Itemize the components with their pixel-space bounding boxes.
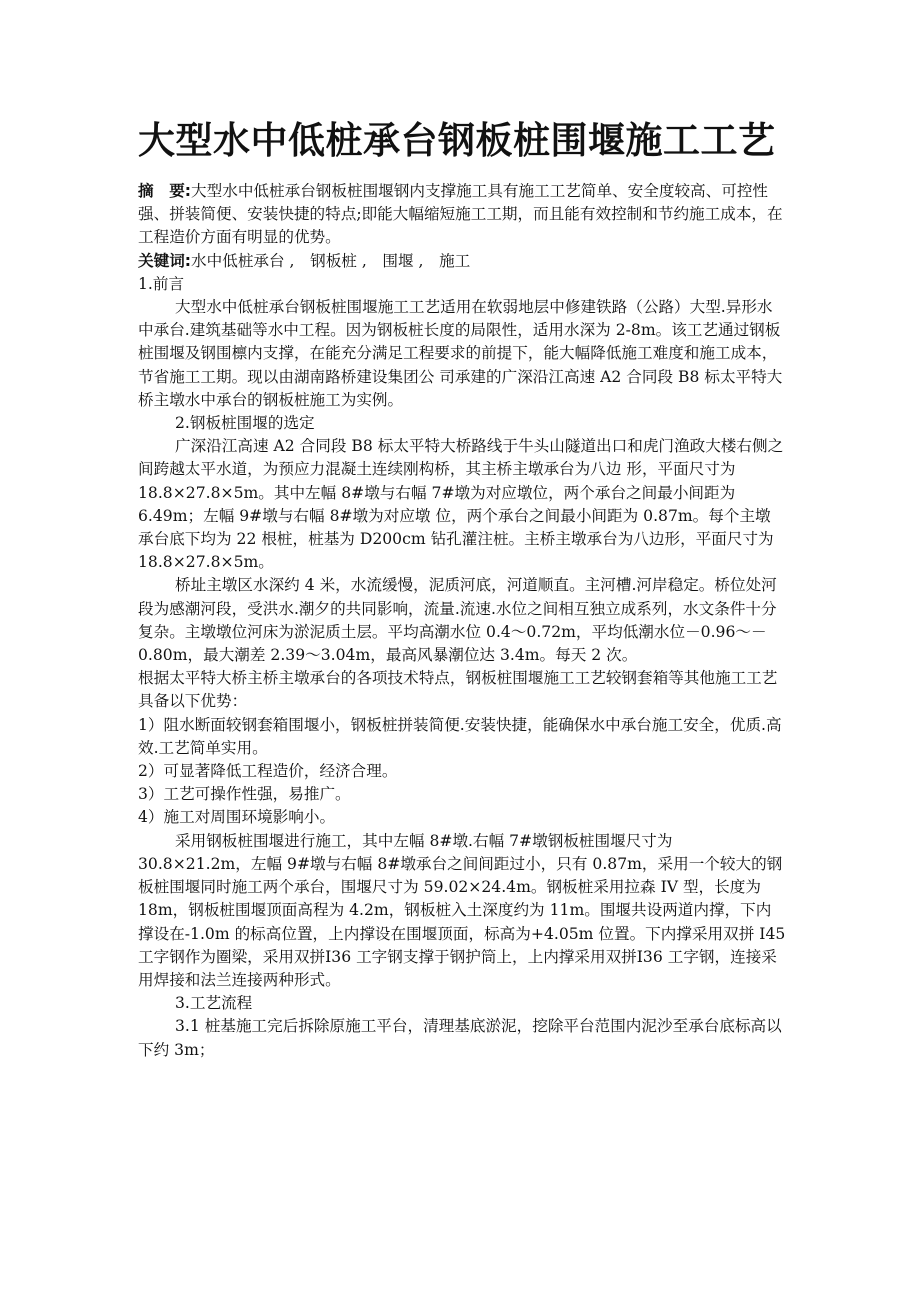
- section-heading-selection: 2.钢板桩围堰的选定: [175, 414, 315, 433]
- paragraph-bridge: 广深沿江高速 A2 合同段 B8 标太平特大桥路线于牛头山隧道出口和虎门渔政大楼右侧之间跨越太平水道，为预应力混凝土连续刚构桥，其主桥主墩承台为八边 形，平面尺寸为 18.8×27.8×5m。其中左幅 8#墩与右幅 7#墩为对应墩位，两个承台之间最小间距为 6.49m；左幅 9#墩与右幅 8#墩为对应墩 位，两个承台之间最小间距为 0.87m。每个主墩承台底下均为 22 根桩，桩基为 D200cm 钻孔灌注桩。主桥主墩承台为八边形，平面尺寸为 18.8×27.8×5m。: [138, 437, 784, 572]
- list-item-3: 3）工艺可操作性强，易推广。: [138, 785, 351, 804]
- keywords: [138, 250, 786, 273]
- abstract-text: 大型水中低桩承台钢板桩围堰钢内支撑施工具有施工工艺简单、安全度较高、可控性强、拼装简便、安装快捷的特点;即能大幅缩短施工工期，而且能有效控制和节约施工成本，在工程造价方面有明显的优势。: [138, 182, 783, 247]
- list-item-1: 1）阻水断面较钢套箱围堰小，钢板桩拼装简便.安装快捷，能确保水中承台施工安全，优质.高效.工艺简单实用。: [138, 715, 782, 757]
- section-heading-process: 3.工艺流程: [175, 994, 253, 1013]
- keywords-label: 关键词:: [138, 251, 192, 270]
- abstract: [138, 180, 786, 250]
- paragraph-cofferdam: 采用钢板桩围堰进行施工，其中左幅 8#墩.右幅 7#墩钢板桩围堰尺寸为 30.8×21.2m，左幅 9#墩与右幅 8#墩承台之间间距过小，只有 0.87m，采用一个较大的钢板桩围堰同时施工两个承台，围堰尺寸为 59.02×24.4m。钢板桩采用拉森 IV 型，长度为 18m，钢板桩围堰顶面高程为 4.2m，钢板桩入土深度约为 11m。围堰共设两道内撑，下内撑设在-1.0m 的标高位置，上内撑设在围堰顶面，标高为+4.05m 位置。下内撑采用双拼 Ⅰ45 工字钢作为圈梁，采用双拼Ⅰ36 工字钢支撑于钢护筒上，上内撑采用双拼Ⅰ36 工字钢，连接采用焊接和法兰连接两种形式。: [138, 831, 786, 989]
- document-body: [138, 180, 786, 1062]
- keywords-text: 水中低桩承台 , 钢板桩 , 围堰 , 施工: [191, 251, 471, 270]
- section-heading-intro: 1.前言: [138, 274, 185, 293]
- paragraph-process-step: 3.1 桩基施工完后拆除原施工平台，清理基底淤泥，挖除平台范围内泥沙至承台底标高以下约 3m；: [138, 1017, 782, 1059]
- paragraph-intro: 大型水中低桩承台钢板桩围堰施工工艺适用在软弱地层中修建铁路（公路）大型.异形水中承台.建筑基础等水中工程。因为钢板桩长度的局限性，适用水深为 2-8m。该工艺通过钢板桩围堰及钢围檩内支撑，在能充分满足工程要求的前提下，能大幅降低施工难度和施工成本，节省施工工期。现以由湖南路桥建设集团公 司承建的广深沿江高速 A2 合同段 B8 标太平特大桥主墩水中承台的钢板桩施工为实例。: [138, 298, 783, 409]
- list-item-4: 4）施工对周围环境影响小。: [138, 808, 336, 827]
- paragraph-hydrology: 桥址主墩区水深约 4 米，水流缓慢，泥质河底，河道顺直。主河槽.河岸稳定。桥位处河段为感潮河段，受洪水.潮夕的共同影响，流量.流速.水位之间相互独立成系列，水文条件十分复杂。主墩墩位河床为淤泥质土层。平均高潮水位 0.4～0.72m，平均低潮水位－0.96～－0.80m，最大潮差 2.39～3.04m，最高风暴潮位达 3.4m。每天 2 次。: [138, 576, 777, 665]
- list-item-2: 2）可显著降低工程造价，经济合理。: [138, 762, 398, 781]
- document-title: 大型水中低桩承台钢板桩围堰施工工艺: [138, 119, 776, 162]
- abstract-label: 摘 要:: [138, 182, 192, 200]
- paragraph-advantages: 根据太平特大桥主桥主墩承台的各项技术特点，钢板桩围堰施工工艺较钢套箱等其他施工工艺具备以下优势：: [138, 669, 778, 711]
